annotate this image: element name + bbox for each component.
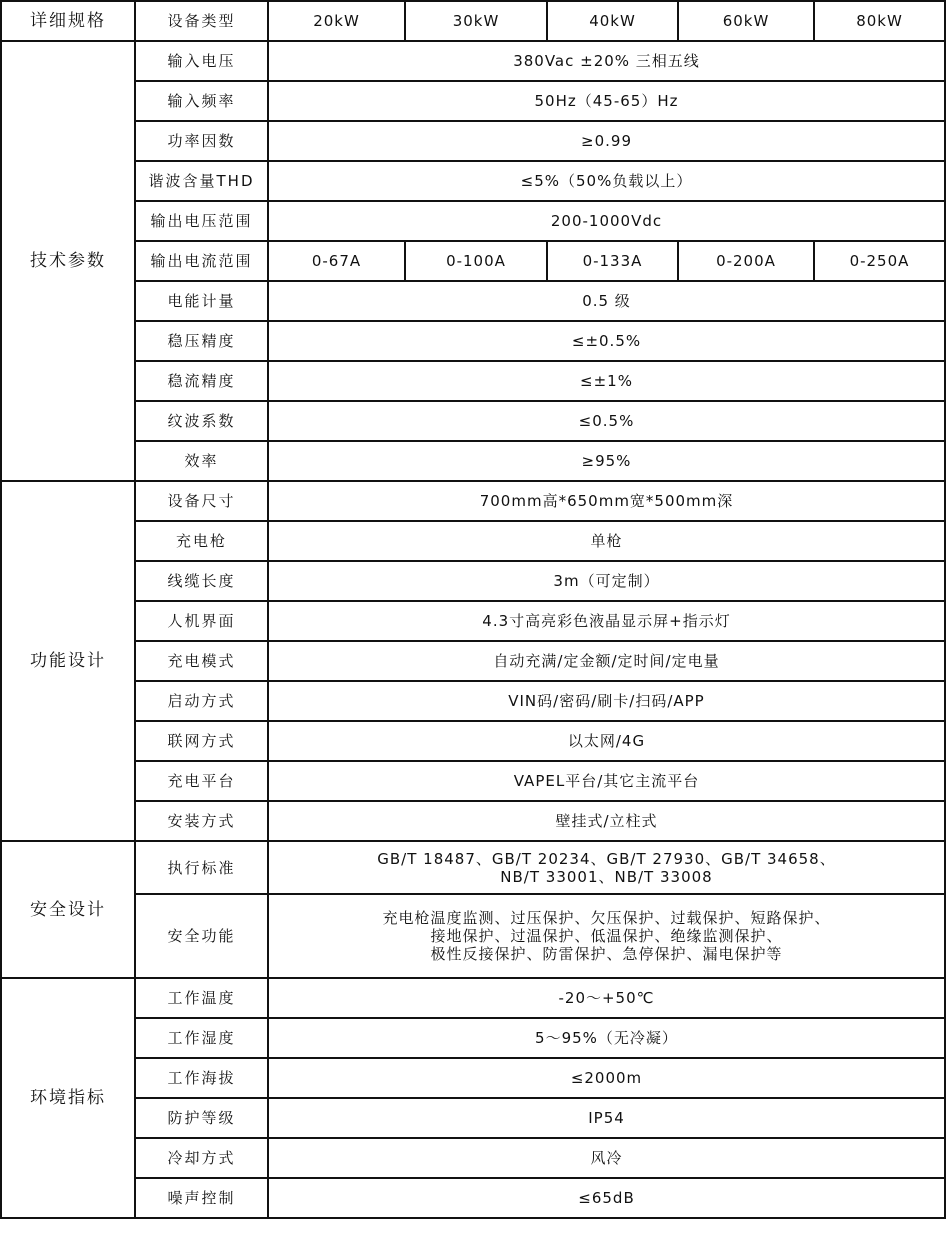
row-label: 充电模式	[135, 641, 268, 681]
row-label: 安装方式	[135, 801, 268, 841]
table-row	[1, 201, 945, 241]
row-label: 冷却方式	[135, 1138, 268, 1178]
row-label: 工作温度	[135, 978, 268, 1018]
table-row	[1, 241, 945, 281]
row-label: 输出电压范围	[135, 201, 268, 241]
row-value: ≤65dB	[268, 1178, 945, 1218]
model-60kw: 60kW	[678, 1, 814, 41]
row-label: 噪声控制	[135, 1178, 268, 1218]
table-row	[1, 681, 945, 721]
table-row	[1, 281, 945, 321]
row-value: ≤5%（50%负载以上）	[268, 161, 945, 201]
section-safety: 安全设计	[1, 841, 135, 978]
table-row	[1, 401, 945, 441]
table-row	[1, 761, 945, 801]
table-row	[1, 978, 945, 1018]
section-function: 功能设计	[1, 481, 135, 841]
row-label: 充电平台	[135, 761, 268, 801]
current-range-30kw: 0-100A	[405, 241, 547, 281]
row-label: 电能计量	[135, 281, 268, 321]
current-range-80kw: 0-250A	[814, 241, 945, 281]
model-20kw: 20kW	[268, 1, 405, 41]
table-row	[1, 641, 945, 681]
row-label: 稳压精度	[135, 321, 268, 361]
row-label: 人机界面	[135, 601, 268, 641]
table-row	[1, 721, 945, 761]
table-row	[1, 441, 945, 481]
row-value: 3m（可定制）	[268, 561, 945, 601]
current-range-20kw: 0-67A	[268, 241, 405, 281]
table-title: 详细规格	[1, 1, 135, 41]
row-label: 工作湿度	[135, 1018, 268, 1058]
row-value: ≤±0.5%	[268, 321, 945, 361]
row-label: 稳流精度	[135, 361, 268, 401]
row-value: ≤0.5%	[268, 401, 945, 441]
table-row	[1, 894, 945, 978]
table-row	[1, 801, 945, 841]
row-label: 充电枪	[135, 521, 268, 561]
device-type-label: 设备类型	[135, 1, 268, 41]
row-label: 输入电压	[135, 41, 268, 81]
table-row	[1, 361, 945, 401]
table-row	[1, 1018, 945, 1058]
row-value: ≥95%	[268, 441, 945, 481]
row-value: 4.3寸高亮彩色液晶显示屏+指示灯	[268, 601, 945, 641]
row-label: 安全功能	[135, 894, 268, 978]
row-label: 纹波系数	[135, 401, 268, 441]
row-value: IP54	[268, 1098, 945, 1138]
row-label: 防护等级	[135, 1098, 268, 1138]
row-value: VAPEL平台/其它主流平台	[268, 761, 945, 801]
row-label: 启动方式	[135, 681, 268, 721]
row-value: 充电枪温度监测、过压保护、欠压保护、过载保护、短路保护、 接地保护、过温保护、低温保护、绝缘监测保护、 极性反接保护、防雷保护、急停保护、漏电保护等	[268, 894, 945, 978]
section-environment: 环境指标	[1, 978, 135, 1218]
row-value: GB/T 18487、GB/T 20234、GB/T 27930、GB/T 34658、 NB/T 33001、NB/T 33008	[268, 841, 945, 894]
current-range-60kw: 0-200A	[678, 241, 814, 281]
row-value: VIN码/密码/刷卡/扫码/APP	[268, 681, 945, 721]
row-label: 输入频率	[135, 81, 268, 121]
table-row	[1, 41, 945, 81]
row-label: 效率	[135, 441, 268, 481]
table-row	[1, 521, 945, 561]
row-label: 工作海拔	[135, 1058, 268, 1098]
row-value: -20～+50℃	[268, 978, 945, 1018]
row-label: 输出电流范围	[135, 241, 268, 281]
table-row	[1, 81, 945, 121]
model-30kw: 30kW	[405, 1, 547, 41]
row-label: 功率因数	[135, 121, 268, 161]
row-value: 以太网/4G	[268, 721, 945, 761]
row-value: 风冷	[268, 1138, 945, 1178]
row-value: 自动充满/定金额/定时间/定电量	[268, 641, 945, 681]
row-label: 联网方式	[135, 721, 268, 761]
table-row	[1, 561, 945, 601]
table-row	[1, 1058, 945, 1098]
row-value: 700mm高*650mm宽*500mm深	[268, 481, 945, 521]
table-row	[1, 1098, 945, 1138]
model-40kw: 40kW	[547, 1, 678, 41]
row-value: 壁挂式/立柱式	[268, 801, 945, 841]
row-value: 单枪	[268, 521, 945, 561]
row-value: ≤±1%	[268, 361, 945, 401]
table-row	[1, 1138, 945, 1178]
row-label: 设备尺寸	[135, 481, 268, 521]
table-row	[1, 1178, 945, 1218]
current-range-40kw: 0-133A	[547, 241, 678, 281]
table-row	[1, 161, 945, 201]
row-value: ≥0.99	[268, 121, 945, 161]
row-label: 线缆长度	[135, 561, 268, 601]
row-value: 5～95%（无冷凝）	[268, 1018, 945, 1058]
table-row	[1, 841, 945, 894]
header-row	[1, 1, 945, 41]
row-value: 380Vac ±20% 三相五线	[268, 41, 945, 81]
row-label: 执行标准	[135, 841, 268, 894]
model-80kw: 80kW	[814, 1, 945, 41]
section-technical: 技术参数	[1, 41, 135, 481]
row-value: 50Hz（45-65）Hz	[268, 81, 945, 121]
table-row	[1, 481, 945, 521]
table-row	[1, 121, 945, 161]
row-label: 谐波含量THD	[135, 161, 268, 201]
table-row	[1, 321, 945, 361]
row-value: 0.5 级	[268, 281, 945, 321]
table-row	[1, 601, 945, 641]
row-value: 200-1000Vdc	[268, 201, 945, 241]
row-value: ≤2000m	[268, 1058, 945, 1098]
